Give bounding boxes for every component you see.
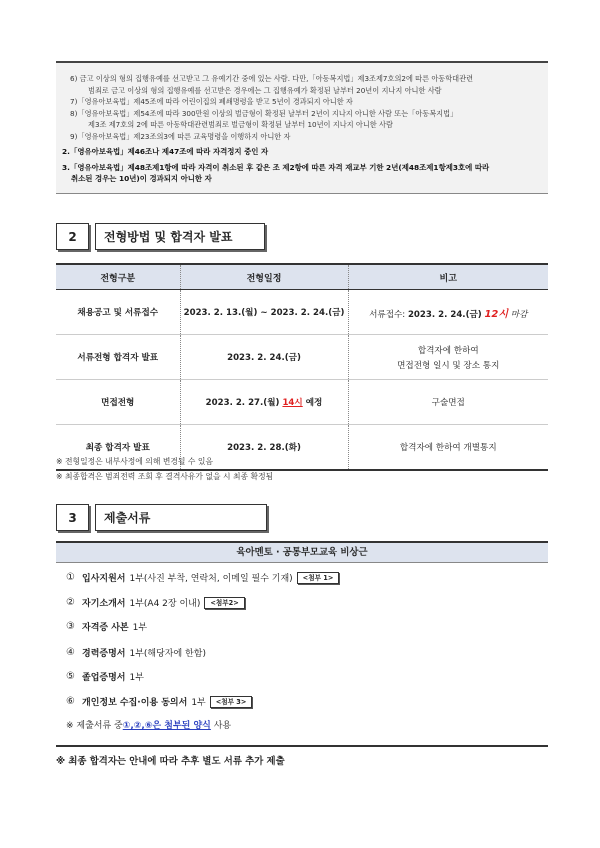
doc-item-1 [66,571,339,584]
row3-schedule-status: 예정 [305,398,323,408]
doc-item-6-num: ⑥ [66,696,75,707]
disq-item-3-line1: 3.「영유아보육법」제48조제1항에 따라 자격이 취소된 후 같은 조 제2항에 따른 자격 재교부 기한 2년(제48조제1항제3호에 따라 [62,162,490,172]
section-3-number: 3 [56,504,89,531]
row1-note [348,290,548,335]
row1-note-prefix: 서류접수: [369,309,408,320]
section-2-header [56,223,265,250]
section-3-header [56,504,267,531]
table-row [56,335,548,380]
row1-schedule: 2023. 2. 13.(월) ~ 2023. 2. 24.(금) [180,290,348,335]
disq-item-8 [62,108,542,131]
documents-form-notice [66,718,231,731]
doc-item-6-desc: 1부 [191,698,206,708]
notice-attached-forms: ①,②,⑥은 첨부된 양식 [122,721,211,731]
notice-suffix: 사용 [210,721,232,731]
doc-item-3 [66,620,147,633]
row4-stage: 최종 합격자 발표 [56,425,180,471]
disq-item-8-line2: 제3조 제7호의 2에 따른 아동학대관련범죄로 벌금형이 확정된 날부터 10년이 지나지 아니한 사람 [88,120,393,129]
attachment-2-tag: <첨부2> [204,597,244,609]
doc-item-3-desc: 1부 [132,623,148,633]
header-schedule: 전형일정 [180,264,348,290]
doc-item-1-num: ① [66,572,75,583]
row1-note-date: 2023. 2. 24.(금) [407,309,482,320]
disq-item-6-line1: 6) 금고 이상의 형의 집행유예를 선고받고 그 유예기간 중에 있는 사람. 다만,「아동복지법」제3조제7호의2에 따른 아동학대관련 [70,74,474,83]
doc-item-4-desc: 1부(해당자에 한함) [129,649,206,659]
table-row [56,290,548,335]
row3-schedule-date: 2023. 2. 27.(월) [205,398,280,408]
doc-item-5-name: 졸업증명서 [82,673,126,683]
doc-item-6-name: 개인정보 수집·이용 동의서 [82,698,188,708]
doc-item-5-num: ⑤ [66,671,75,682]
doc-item-2-desc: 1부(A4 2장 이내) [129,599,201,609]
doc-item-1-name: 입사지원서 [82,574,126,584]
notice-prefix: ※ 제출서류 중 [66,721,123,731]
row3-schedule-time: 14시 [282,398,303,408]
disq-item-6 [62,73,542,96]
row2-note-line1: 합격자에 한하여 [417,345,479,356]
doc-item-6 [66,695,252,708]
final-submission-note: ※ 최종 합격자는 안내에 따라 추후 별도 서류 추가 제출 [56,745,548,767]
header-stage: 전형구분 [56,264,180,290]
section-2-number: 2 [56,223,89,250]
disq-item-3-line2: 취소된 경우는 10년)이 경과되지 아니한 자 [71,174,212,183]
doc-item-3-name: 자격증 사본 [82,623,129,633]
row1-note-time: 12시 [484,308,509,320]
schedule-note-2: ※ 최종합격은 범죄전력 조회 후 결격사유가 없을 시 최종 확정됨 [56,472,274,481]
disq-item-8-line1: 8)「영유아보육법」제54조에 따라 300만원 이상의 벌금형이 확정된 날부터 2년이 지나지 아니한 사람 또는「아동복지법」 [70,108,458,118]
disqualification-list [56,61,548,194]
header-note: 비고 [348,264,548,290]
doc-item-2 [66,596,245,609]
table-row [56,380,548,425]
disq-item-7: 7)「영유아보육법」제45조에 따라 어린이집의 폐쇄명령을 받고 5년이 경과되지 아니한 자 [70,97,353,106]
section-2-title: 전형방법 및 합격자 발표 [95,223,265,250]
disq-item-9: 9)「영유아보육법」제23조의3에 따른 교육명령을 이행하지 아니한 자 [70,131,291,141]
disq-item-6-line2: 범죄로 금고 이상의 형의 집행유예를 선고받은 경우에는 그 집행유예가 확정된 날부터 20년이 지나지 아니한 사람 [88,85,442,95]
row2-schedule: 2023. 2. 24.(금) [180,335,348,380]
row2-note [348,335,548,380]
doc-item-4 [66,646,206,659]
doc-item-5-desc: 1부 [129,673,144,683]
row2-stage: 서류전형 합격자 발표 [56,335,180,380]
doc-item-1-desc: 1부(사진 부착, 연락처, 이메일 필수 기재) [129,574,293,584]
schedule-note-1: ※ 전형일정은 내부사정에 의해 변경될 수 있음 [56,457,213,466]
row2-note-line2: 면접전형 일시 및 장소 통지 [397,360,500,371]
doc-item-4-name: 경력증명서 [82,649,126,659]
doc-item-2-name: 자기소개서 [82,599,126,609]
doc-item-3-num: ③ [66,621,75,632]
disq-item-3 [62,162,542,185]
row3-note: 구술면접 [348,380,548,425]
row3-stage: 면접전형 [56,380,180,425]
schedule-table [56,263,548,471]
documents-box-title: 육아멘토 · 공통부모교육 비상근 [56,541,548,563]
doc-item-4-num: ④ [66,647,75,658]
section-3-title: 제출서류 [95,504,267,531]
doc-item-5 [66,670,144,683]
doc-item-2-num: ② [66,597,75,608]
table-header-row [56,264,548,290]
row1-note-deadline: 마감 [510,309,528,320]
attachment-3-tag: <첨부 3> [210,696,253,708]
row3-schedule [180,380,348,425]
row4-schedule: 2023. 2. 28.(화) [180,425,348,471]
row1-stage: 채용공고 및 서류접수 [56,290,180,335]
attachment-1-tag: <첨부 1> [297,572,340,584]
row4-note: 합격자에 한하여 개별통지 [348,425,548,471]
documents-box [56,541,548,563]
disq-item-2: 2.「영유아보육법」제46조나 제47조에 따라 자격정지 중인 자 [62,147,269,156]
